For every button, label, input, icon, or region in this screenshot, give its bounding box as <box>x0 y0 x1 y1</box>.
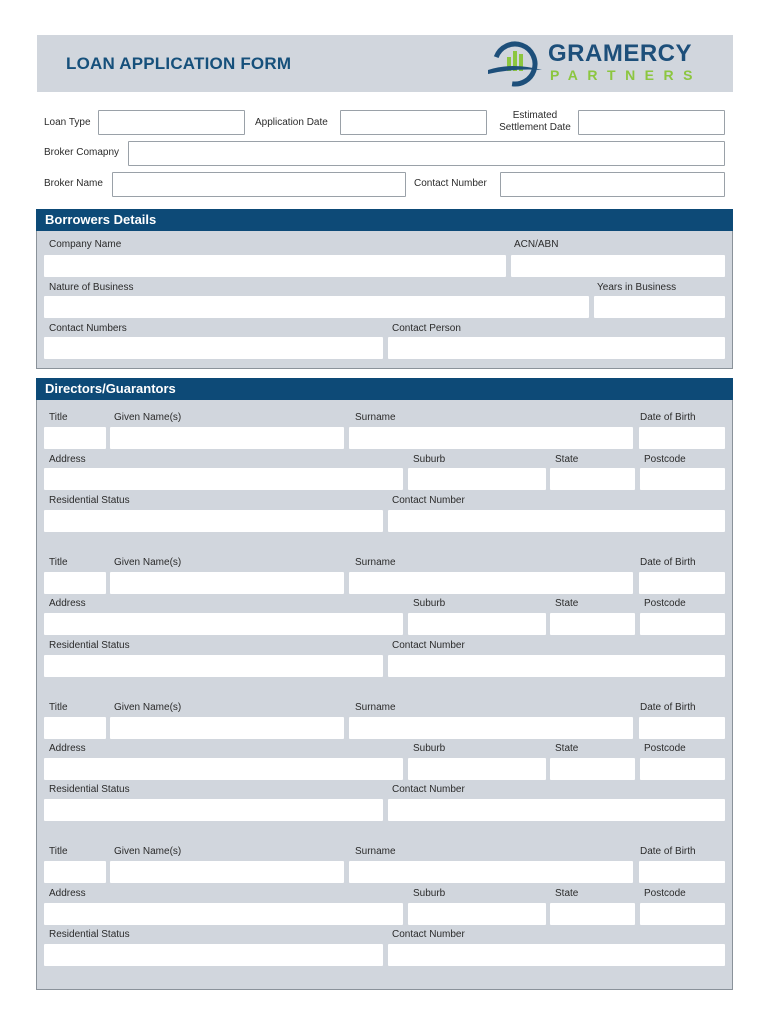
director-contact-number-input[interactable] <box>388 510 725 532</box>
director-residential-status-input[interactable] <box>44 655 383 677</box>
director-title-input[interactable] <box>44 717 106 739</box>
director-given-names-input[interactable] <box>110 861 344 883</box>
borrowers-section-title: Borrowers Details <box>45 212 157 227</box>
contact-number-input[interactable] <box>500 172 725 197</box>
director-surname-label: Surname <box>355 557 396 568</box>
director-title-input[interactable] <box>44 572 106 594</box>
director-state-label: State <box>555 598 579 609</box>
director-postcode-label: Postcode <box>644 888 686 899</box>
loan-type-label: Loan Type <box>44 117 91 128</box>
director-suburb-input[interactable] <box>408 758 546 780</box>
gramercy-logo-icon <box>486 40 544 88</box>
director-residential-status-label: Residential Status <box>49 640 130 651</box>
contact-number-label: Contact Number <box>414 178 487 189</box>
broker-name-input[interactable] <box>112 172 406 197</box>
application-date-input[interactable] <box>340 110 487 135</box>
director-address-label: Address <box>49 454 86 465</box>
contact-numbers-input[interactable] <box>44 337 383 359</box>
director-dob-label: Date of Birth <box>640 846 696 857</box>
loan-type-input[interactable] <box>98 110 245 135</box>
director-given-names-label: Given Name(s) <box>114 702 182 713</box>
director-title-label: Title <box>49 702 68 713</box>
director-contact-number-label: Contact Number <box>392 640 465 651</box>
director-title-input[interactable] <box>44 427 106 449</box>
director-residential-status-label: Residential Status <box>49 929 130 940</box>
directors-section-title: Directors/Guarantors <box>45 381 176 396</box>
director-address-input[interactable] <box>44 613 403 635</box>
director-surname-input[interactable] <box>349 861 633 883</box>
director-suburb-label: Suburb <box>413 598 446 609</box>
years-in-business-input[interactable] <box>594 296 725 318</box>
director-surname-input[interactable] <box>349 427 633 449</box>
director-surname-label: Surname <box>355 702 396 713</box>
director-state-input[interactable] <box>550 758 635 780</box>
nature-of-business-label: Nature of Business <box>49 282 134 293</box>
logo-wordmark: GRAMERCY <box>548 40 693 67</box>
director-postcode-input[interactable] <box>640 468 725 490</box>
director-contact-number-label: Contact Number <box>392 495 465 506</box>
director-given-names-input[interactable] <box>110 427 344 449</box>
director-residential-status-label: Residential Status <box>49 495 130 506</box>
director-dob-label: Date of Birth <box>640 557 696 568</box>
director-postcode-label: Postcode <box>644 743 686 754</box>
director-postcode-input[interactable] <box>640 613 725 635</box>
logo-subwordmark: PARTNERS <box>550 67 702 83</box>
years-in-business-label: Years in Business <box>597 282 677 293</box>
director-residential-status-input[interactable] <box>44 944 383 966</box>
contact-numbers-label: Contact Numbers <box>49 323 127 334</box>
page-title: LOAN APPLICATION FORM <box>66 54 292 73</box>
director-state-input[interactable] <box>550 613 635 635</box>
director-postcode-input[interactable] <box>640 903 725 925</box>
director-state-label: State <box>555 454 579 465</box>
director-address-label: Address <box>49 743 86 754</box>
director-residential-status-input[interactable] <box>44 510 383 532</box>
director-address-label: Address <box>49 888 86 899</box>
director-dob-label: Date of Birth <box>640 412 696 423</box>
director-title-input[interactable] <box>44 861 106 883</box>
director-state-input[interactable] <box>550 468 635 490</box>
director-suburb-input[interactable] <box>408 613 546 635</box>
director-contact-number-input[interactable] <box>388 655 725 677</box>
director-contact-number-input[interactable] <box>388 799 725 821</box>
director-suburb-input[interactable] <box>408 903 546 925</box>
director-address-input[interactable] <box>44 903 403 925</box>
company-name-label: Company Name <box>49 239 122 250</box>
director-state-label: State <box>555 888 579 899</box>
director-given-names-input[interactable] <box>110 572 344 594</box>
director-surname-label: Surname <box>355 412 396 423</box>
broker-name-label: Broker Name <box>44 178 103 189</box>
director-address-label: Address <box>49 598 86 609</box>
director-dob-input[interactable] <box>639 427 725 449</box>
director-suburb-label: Suburb <box>413 743 446 754</box>
director-suburb-label: Suburb <box>413 454 446 465</box>
director-surname-input[interactable] <box>349 572 633 594</box>
director-suburb-input[interactable] <box>408 468 546 490</box>
director-surname-input[interactable] <box>349 717 633 739</box>
director-contact-number-input[interactable] <box>388 944 725 966</box>
broker-company-input[interactable] <box>128 141 725 166</box>
director-residential-status-label: Residential Status <box>49 784 130 795</box>
contact-person-input[interactable] <box>388 337 725 359</box>
director-given-names-label: Given Name(s) <box>114 557 182 568</box>
director-given-names-input[interactable] <box>110 717 344 739</box>
director-surname-label: Surname <box>355 846 396 857</box>
director-residential-status-input[interactable] <box>44 799 383 821</box>
director-postcode-input[interactable] <box>640 758 725 780</box>
director-postcode-label: Postcode <box>644 598 686 609</box>
broker-company-label: Broker Comapny <box>44 147 120 158</box>
contact-person-label: Contact Person <box>392 323 461 334</box>
settlement-date-input[interactable] <box>578 110 725 135</box>
director-suburb-label: Suburb <box>413 888 446 899</box>
acn-abn-label: ACN/ABN <box>514 239 559 250</box>
director-dob-input[interactable] <box>639 572 725 594</box>
director-contact-number-label: Contact Number <box>392 784 465 795</box>
application-date-label: Application Date <box>255 117 328 128</box>
director-dob-label: Date of Birth <box>640 702 696 713</box>
nature-of-business-input[interactable] <box>44 296 589 318</box>
director-postcode-label: Postcode <box>644 454 686 465</box>
director-address-input[interactable] <box>44 758 403 780</box>
director-state-input[interactable] <box>550 903 635 925</box>
director-dob-input[interactable] <box>639 861 725 883</box>
settlement-date-label: Estimated Settlement Date <box>499 110 571 133</box>
director-title-label: Title <box>49 846 68 857</box>
director-title-label: Title <box>49 412 68 423</box>
director-given-names-label: Given Name(s) <box>114 846 182 857</box>
director-address-input[interactable] <box>44 468 403 490</box>
director-state-label: State <box>555 743 579 754</box>
director-given-names-label: Given Name(s) <box>114 412 182 423</box>
company-name-input[interactable] <box>44 255 506 277</box>
director-dob-input[interactable] <box>639 717 725 739</box>
acn-abn-input[interactable] <box>511 255 725 277</box>
director-contact-number-label: Contact Number <box>392 929 465 940</box>
director-title-label: Title <box>49 557 68 568</box>
